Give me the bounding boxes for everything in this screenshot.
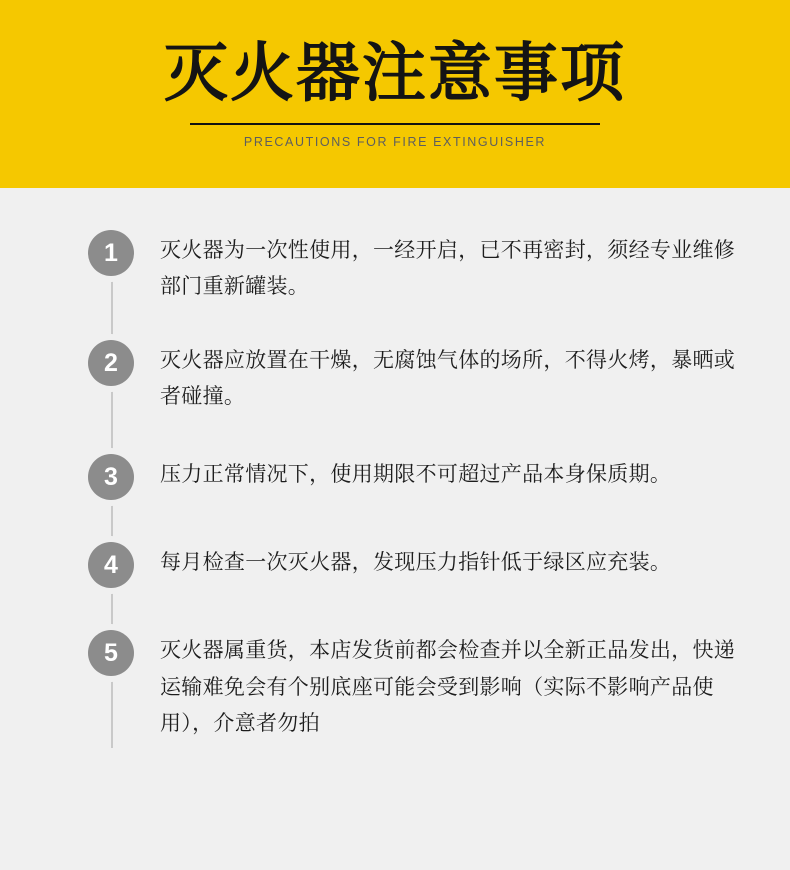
list-item xyxy=(40,454,750,500)
title-divider xyxy=(190,123,600,125)
page-title: 灭火器注意事项 xyxy=(164,36,626,111)
header-banner xyxy=(0,0,790,188)
list-item-text: 灭火器属重货，本店发货前都会检查并以全新正品发出，快递运输难免会有个别底座可能会受到影响（实际不影响产品使用），介意者勿拍 xyxy=(160,638,736,735)
list-item-number-badge: 4 xyxy=(88,542,134,588)
list-item xyxy=(40,230,750,304)
list-item xyxy=(40,630,750,740)
list-item-number-badge: 3 xyxy=(88,454,134,500)
list-item-number-badge: 2 xyxy=(88,340,134,386)
list-item-text: 压力正常情况下，使用期限不可超过产品本身保质期。 xyxy=(160,462,672,487)
list-item-text: 灭火器为一次性使用，一经开启，已不再密封，须经专业维修部门重新罐装。 xyxy=(160,238,736,299)
list-item-number-badge: 1 xyxy=(88,230,134,276)
precautions-list xyxy=(0,188,790,771)
list-item-text: 每月检查一次灭火器，发现压力指针低于绿区应充装。 xyxy=(160,550,672,575)
list-item-text: 灭火器应放置在干燥，无腐蚀气体的场所，不得火烤，暴晒或者碰撞。 xyxy=(160,348,736,409)
list-item-number-badge: 5 xyxy=(88,630,134,676)
page-subtitle: PRECAUTIONS FOR FIRE EXTINGUISHER xyxy=(243,135,547,150)
list-item xyxy=(40,542,750,588)
list-item xyxy=(40,340,750,414)
